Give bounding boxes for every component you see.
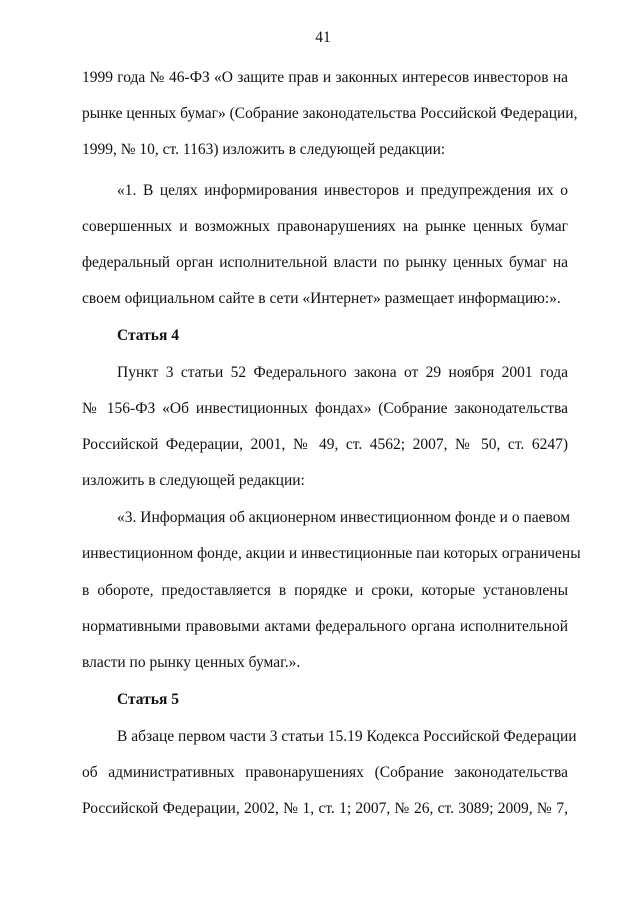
text-line: 1999, № 10, ст. 1163) изложить в следующей редакции: xyxy=(82,141,446,158)
text-line: об административных правонарушениях (Собрание законодательства xyxy=(82,764,568,781)
text-line: инвестиционном фонде, акции и инвестиционные паи которых ограничены xyxy=(82,545,581,562)
text-line: В абзаце первом части 3 статьи 15.19 Кодекса Российской Федерации xyxy=(117,728,577,745)
text-line: своем официальном сайте в сети «Интернет» размещает информацию:». xyxy=(82,290,561,307)
text-line: федеральный орган исполнительной власти по рынку ценных бумаг на xyxy=(82,254,568,271)
article-heading: Статья 5 xyxy=(117,691,179,708)
text-line: совершенных и возможных правонарушениях на рынке ценных бумаг xyxy=(82,218,568,235)
text-line: Российской Федерации, 2002, № 1, ст. 1; 2007, № 26, ст. 3089; 2009, № 7, xyxy=(82,800,568,817)
article-heading: Статья 4 xyxy=(117,327,179,344)
text-line: «1. В целях информирования инвесторов и предупреждения их о xyxy=(117,182,568,199)
text-line: рынке ценных бумаг» (Собрание законодательства Российской Федерации, xyxy=(82,105,578,122)
text-line: изложить в следующей редакции: xyxy=(82,472,305,489)
text-line: «3. Информация об акционерном инвестиционном фонде и о паевом xyxy=(117,509,570,526)
text-line: № 156-ФЗ «Об инвестиционных фондах» (Собрание законодательства xyxy=(82,400,568,417)
page-number: 41 xyxy=(315,29,331,46)
text-line: нормативными правовыми актами федерального органа исполнительной xyxy=(82,618,568,635)
text-line: власти по рынку ценных бумаг.». xyxy=(82,654,301,671)
text-line: в обороте, предоставляется в порядке и сроки, которые установлены xyxy=(82,582,568,599)
text-line: Пункт 3 статьи 52 Федерального закона от 29 ноября 2001 года xyxy=(117,364,568,381)
text-line: Российской Федерации, 2001, № 49, ст. 4562; 2007, № 50, ст. 6247) xyxy=(82,436,568,453)
text-line: 1999 года № 46-ФЗ «О защите прав и законных интересов инвесторов на xyxy=(82,69,568,86)
